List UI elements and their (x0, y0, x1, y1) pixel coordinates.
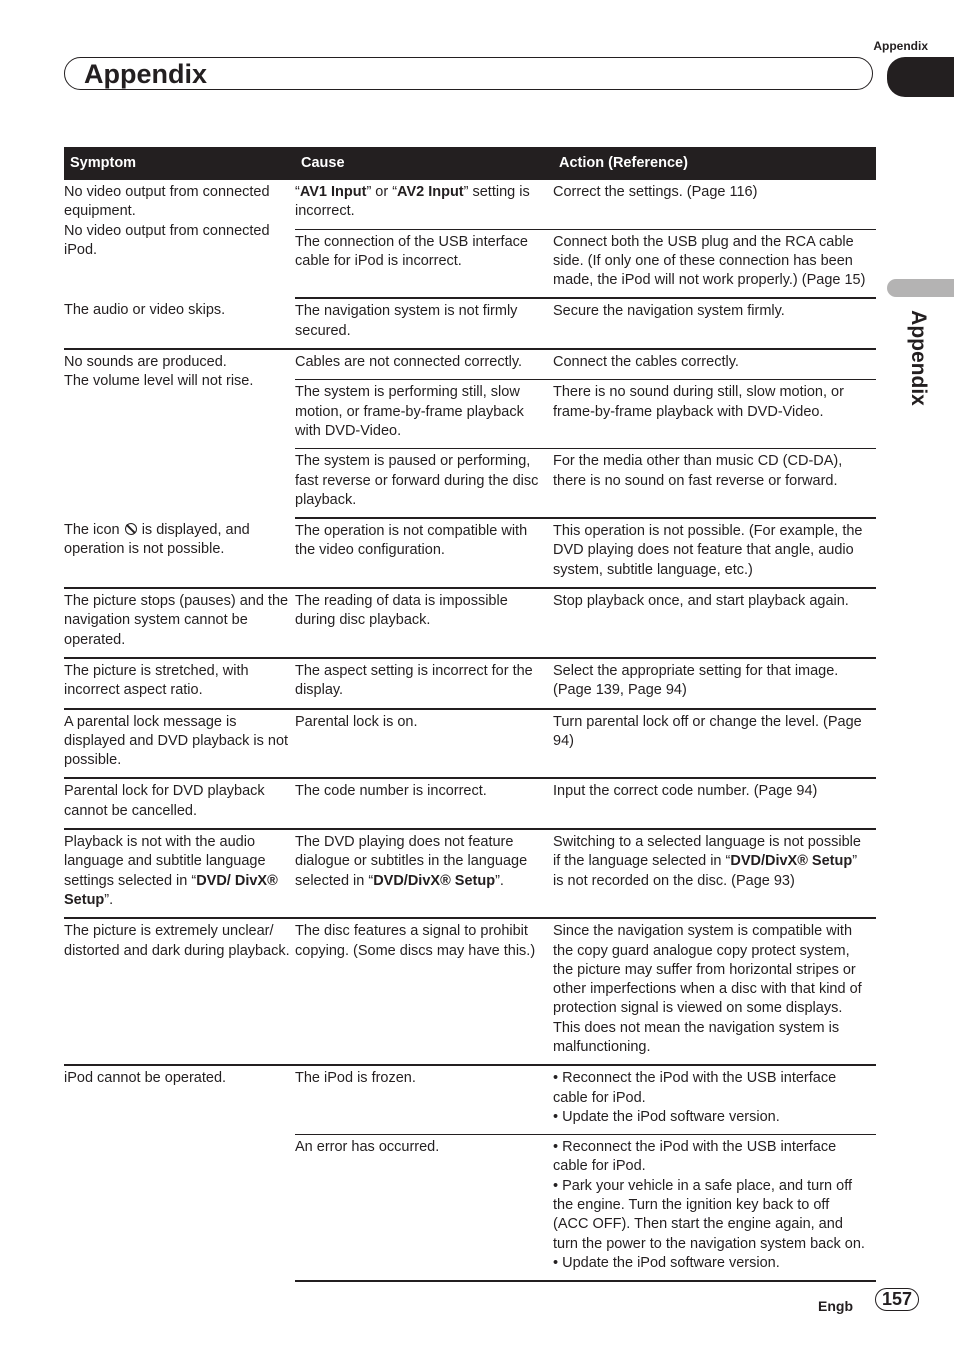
table-row (64, 298, 876, 349)
symptom-cell (64, 298, 295, 349)
symptom-cell (64, 1065, 295, 1281)
page-number: 157 (875, 1288, 919, 1311)
symptom-text: is displayed, and operation is not possible. (64, 522, 250, 558)
symptom-text: Playback is not with the audio language and subtitle language settings selected in “ (64, 834, 266, 889)
setting-name: AV2 Input (397, 184, 464, 200)
symptom-cell (64, 349, 295, 518)
action-text: Stop playback once, and start playback again. (553, 593, 849, 610)
side-section-label (905, 303, 931, 413)
cause-text: The reading of data is impossible during disc playback. (295, 593, 508, 629)
symptom-text: The picture stops (pauses) and the navigation system cannot be operated. (64, 593, 289, 648)
action-cell (553, 380, 876, 449)
cause-text: The code number is incorrect. (295, 783, 487, 800)
action-cell (553, 658, 876, 709)
cause-text: Cables are not connected correctly. (295, 354, 523, 371)
symptom-cell (64, 709, 295, 779)
cause-text: The connection of the USB interface cable for iPod is incorrect. (295, 233, 528, 269)
cause-text: The disc features a signal to prohibit copying. (Some discs may have this.) (295, 923, 536, 959)
cause-cell (295, 349, 553, 380)
table-row (64, 778, 876, 829)
action-bullet: • Reconnect the iPod with the USB interface cable for iPod. (553, 1139, 837, 1175)
table-row (64, 829, 876, 918)
setting-name: DVD/DivX® Setup (730, 853, 853, 870)
cause-text: Parental lock is on. (295, 713, 418, 730)
symptom-text: No sounds are produced. (64, 354, 227, 371)
cause-cell (295, 1065, 553, 1134)
symptom-text: The picture is stretched, with incorrect aspect ratio. (64, 662, 249, 699)
symptom-text: The volume level will not rise. (64, 373, 254, 390)
column-header-symptom: Symptom (64, 147, 295, 180)
action-cell (553, 229, 876, 298)
action-text: Turn parental lock off or change the level. (Page 94) (553, 713, 862, 749)
cause-cell (295, 380, 553, 449)
cause-text: ”. (495, 872, 504, 889)
action-text: Switching to a selected language is not possible if the language selected in “ (553, 834, 861, 870)
action-bullet: • Update the iPod software version. (553, 1108, 780, 1125)
action-text: Connect the cables correctly. (553, 354, 739, 371)
symptom-text: The audio or video skips. (64, 302, 226, 319)
action-cell (553, 918, 876, 1065)
cause-cell (295, 829, 553, 918)
action-cell (553, 1065, 876, 1134)
prohibited-icon (125, 523, 137, 535)
action-text: Input the correct code number. (Page 94) (553, 783, 818, 800)
cause-cell (295, 1135, 553, 1282)
symptom-text: The icon (64, 522, 120, 539)
setting-name: DVD/DivX® Setup (373, 872, 496, 889)
cause-text: The aspect setting is incorrect for the display. (295, 662, 533, 699)
section-index-marker (887, 279, 954, 297)
cause-text: The DVD playing does not feature dialogue or subtitles in the language selected in “ (295, 834, 528, 889)
symptom-text: The picture is extremely unclear/ distorted and dark during playback. (64, 923, 290, 959)
table-row (64, 180, 876, 229)
cause-text: “ (295, 184, 300, 200)
symptom-text: No video output from connected iPod. (64, 222, 270, 258)
cause-text: ” or “ (366, 184, 398, 200)
symptom-cell (64, 918, 295, 1065)
action-text: Secure the navigation system firmly. (553, 303, 785, 320)
cause-cell (295, 180, 553, 229)
action-bullet: • Park your vehicle in a safe place, and turn off the engine. Turn the ignition key back to off (ACC OFF). Then start the engine again, and turn the power to the navigation system back on. (553, 1177, 865, 1252)
setting-name: AV1 Input (299, 184, 367, 200)
action-text: Connect both the USB plug and the RCA cable side. (If only one of these connection has been made, the iPod will not work properly.) (Page 15) (553, 233, 866, 289)
column-header-cause: Cause (295, 147, 553, 180)
cause-text: The system is paused or performing, fast reverse or forward during the disc playback. (295, 453, 539, 508)
section-tab-marker (887, 57, 954, 97)
action-text: For the media other than music CD (CD-DA), there is no sound on fast reverse or forward. (553, 453, 843, 489)
cause-text: The operation is not compatible with the video configuration. (295, 523, 528, 559)
action-text: Select the appropriate setting for that image. (Page 139, Page 94) (553, 662, 839, 699)
symptom-cell (64, 778, 295, 829)
cause-cell (295, 518, 553, 588)
footer-language: Engb (818, 1298, 853, 1314)
action-cell (553, 778, 876, 829)
running-head: Appendix (873, 39, 928, 53)
table-row (64, 658, 876, 709)
symptom-text: Parental lock for DVD playback cannot be cancelled. (64, 783, 265, 819)
action-cell (553, 829, 876, 918)
table-row (64, 709, 876, 779)
cause-cell (295, 588, 553, 658)
cause-text: The navigation system is not firmly secured. (295, 303, 518, 339)
cause-cell (295, 449, 553, 518)
symptom-cell (64, 180, 295, 298)
action-text: This operation is not possible. (For example, the DVD playing does not feature that angle, audio system, subtitle language, etc.) (553, 523, 863, 578)
action-text: ” is not recorded on the disc. (Page 93) (553, 853, 858, 889)
cause-cell (295, 298, 553, 349)
symptom-cell (64, 658, 295, 709)
action-text: Correct the settings. (Page 116) (553, 184, 758, 200)
table-header-row (64, 147, 876, 180)
cause-cell (295, 918, 553, 1065)
symptom-cell (64, 829, 295, 918)
action-bullet: • Update the iPod software version. (553, 1254, 780, 1271)
cause-cell (295, 709, 553, 779)
action-cell (553, 588, 876, 658)
setting-name: DVD/ DivX® Setup (64, 872, 278, 908)
action-cell (553, 180, 876, 229)
symptom-text: ”. (104, 891, 114, 908)
table-row (64, 588, 876, 658)
action-bullet: • Reconnect the iPod with the USB interface cable for iPod. (553, 1070, 837, 1106)
action-cell (553, 349, 876, 380)
cause-text: The iPod is frozen. (295, 1070, 416, 1087)
table-row (64, 918, 876, 1065)
action-cell (553, 298, 876, 349)
column-header-action: Action (Reference) (553, 147, 876, 180)
symptom-cell (64, 588, 295, 658)
action-text: There is no sound during still, slow motion, or frame-by-frame playback with DVD-Video. (553, 384, 844, 420)
action-cell (553, 518, 876, 588)
action-cell (553, 1135, 876, 1282)
action-cell (553, 449, 876, 518)
side-section-label-text: Appendix (907, 310, 930, 406)
cause-cell (295, 658, 553, 709)
cause-text: The system is performing still, slow motion, or frame-by-frame playback with DVD-Video. (295, 384, 524, 439)
cause-cell (295, 229, 553, 298)
cause-text: An error has occurred. (295, 1139, 440, 1156)
table-row (64, 349, 876, 380)
troubleshooting-table (64, 147, 876, 1282)
symptom-text: No video output from connected equipment. (64, 184, 270, 220)
symptom-cell (64, 518, 295, 588)
action-cell (553, 709, 876, 779)
action-text: Since the navigation system is compatible with the copy guard analogue copy protect system, the picture may suffer from horizontal stripes or other imperfections when a disc with that kind of protection signal is viewed on some displays. This does not mean the navigation system is malfunctioning. (553, 923, 862, 1055)
table-row (64, 518, 876, 588)
page-title: Appendix (84, 59, 208, 89)
cause-text: ” setting is incorrect. (295, 184, 530, 220)
table-row (64, 1065, 876, 1134)
symptom-text: iPod cannot be operated. (64, 1070, 227, 1087)
symptom-text: A parental lock message is displayed and DVD playback is not possible. (64, 713, 289, 769)
cause-cell (295, 778, 553, 829)
